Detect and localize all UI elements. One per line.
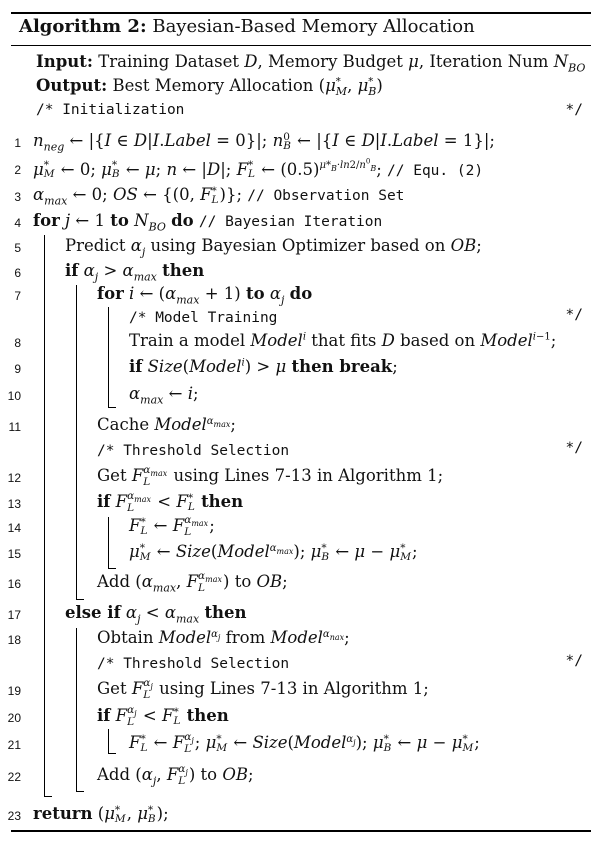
for-loop-foot — [44, 796, 52, 797]
line-number: 9 — [14, 362, 21, 376]
line-number: 7 — [14, 289, 21, 303]
algorithm-line — [7, 763, 591, 789]
line-text: $\alpha_{max}$ ← 0; OS ← {(0, F * L )}; // Observation Set — [33, 184, 405, 208]
line-text: Add ($\alpha_{max}$, F $\alpha_{max}$ L ) to OB; — [97, 570, 288, 595]
line-number: 8 — [14, 336, 21, 350]
algorithm-line — [11, 438, 591, 464]
algorithm-line — [11, 209, 591, 235]
line-number: 2 — [14, 163, 21, 177]
else-block-bar — [76, 628, 77, 791]
algorithm-line — [8, 413, 591, 439]
line-number: 13 — [7, 497, 21, 511]
line-number: 1 — [14, 136, 21, 150]
line-text: F * L ← F $\alpha_j$ L ; μ * M ← Size(Model$^{\alpha_j}$); μ * B ← μ − μ * M ; — [129, 731, 480, 756]
input-keyword: Input: — [36, 52, 93, 71]
algorithm-line — [7, 382, 591, 408]
line-number: 5 — [14, 241, 21, 255]
algorithm-line — [7, 626, 591, 652]
title-rule — [11, 45, 591, 46]
line-text: F * L ← F $\alpha_{max}$ L ; — [129, 514, 215, 539]
line-number: 10 — [7, 389, 21, 403]
input-line — [11, 50, 591, 76]
line-number: 17 — [7, 608, 21, 622]
line-number: 6 — [14, 266, 21, 280]
algorithm-line — [7, 464, 591, 490]
comment-close: */ — [565, 307, 583, 323]
else-block-foot — [76, 791, 84, 792]
line-number: 23 — [7, 809, 21, 823]
init-comment: /* Initialization — [36, 102, 185, 118]
output-keyword: Output: — [36, 76, 108, 95]
line-text: Predict $\alpha_j$ using Bayesian Optimizer based on OB; — [65, 236, 482, 259]
bottom-rule — [11, 830, 591, 832]
line-text: $\alpha_{max}$ ← i; — [129, 384, 199, 407]
if20-bar — [108, 729, 109, 753]
if-block-bar — [76, 285, 77, 599]
line-text: μ * M ← 0; μ * B ← μ; n ← |D|; F * L ← $(0.5)^{\mu*_B\cdot ln2/n^0_B}$; // Equ. (2) — [33, 158, 484, 181]
line-number: 4 — [14, 216, 21, 230]
line-text: μ * M ← Size(Model$^{\alpha_{max}}$); μ * B ← μ − μ * M ; — [129, 541, 418, 563]
algorithm-line — [11, 651, 591, 677]
line-text: Get F $\alpha_{max}$ L using Lines 7-13 in Algorithm 1; — [97, 464, 444, 489]
output-line — [11, 74, 591, 100]
algorithm-line — [7, 601, 591, 627]
line-text: Get F $\alpha_j$ L using Lines 7-13 in Algorithm 1; — [97, 677, 429, 702]
if20-foot — [108, 753, 116, 754]
inner-for-bar — [108, 307, 109, 407]
line-number: 14 — [7, 521, 21, 535]
line-number: 19 — [7, 684, 21, 698]
if-block-foot — [76, 599, 84, 600]
line-text: if Size(Model$^i$) > μ then break; — [129, 357, 398, 376]
algorithm-line — [7, 540, 591, 566]
line-text: $n_{neg}$ ← |{I ∈ D|I.Label = 0}|; n 0 B ← |{I ∈ D|I.Label = 1}|; — [33, 130, 495, 154]
algorithm-line — [7, 802, 591, 828]
algorithm-line — [11, 234, 591, 260]
algorithm-line — [7, 677, 591, 703]
algorithm-label: Algorithm 2: — [19, 16, 147, 37]
algorithm-title — [19, 16, 475, 37]
inner-for-foot — [108, 407, 116, 408]
init-comment-line — [11, 100, 591, 126]
algorithm-line — [11, 329, 591, 355]
algorithm-line — [7, 731, 591, 757]
line-number: 22 — [7, 770, 21, 784]
line-text: else if $\alpha_j < \alpha_{max}$ then — [65, 603, 247, 626]
line-text: if $\alpha_j > \alpha_{max}$ then — [65, 261, 205, 284]
line-text: for j ← 1 to $N_{BO}$ do // Bayesian Iteration — [33, 211, 383, 234]
algorithm-box — [7, 6, 591, 832]
line-text: Train a model Model$^i$ that fits D based on Model$^{i-1}$; — [129, 331, 557, 350]
line-number: 12 — [7, 471, 21, 485]
line-number: 21 — [7, 738, 21, 752]
line-number: 16 — [7, 577, 21, 591]
if13-foot — [108, 568, 116, 569]
line-text: /* Model Training — [129, 310, 278, 326]
line-text: /* Threshold Selection — [97, 656, 290, 672]
line-text: if F $\alpha_{max}$ L < F * L then — [97, 490, 244, 515]
output-text-render: Best Memory Allocation ($\mu^*_M$, $\mu^*_B$) — [112, 76, 383, 99]
line-text: Obtain Model$^{\alpha_j}$ from Model$^{\alpha_{nax}}$; — [97, 628, 350, 647]
algorithm-line — [11, 305, 591, 331]
if13-bar — [108, 517, 109, 568]
line-number: 18 — [7, 633, 21, 647]
line-number: 15 — [7, 547, 21, 561]
algorithm-name: Bayesian-Based Memory Allocation — [152, 16, 475, 37]
line-number: 20 — [7, 711, 21, 725]
algorithm-line — [11, 355, 591, 381]
algorithm-line — [11, 183, 591, 209]
line-number: 3 — [14, 190, 21, 204]
algorithm-line — [7, 490, 591, 516]
algorithm-line — [11, 156, 591, 182]
algorithm-line — [7, 570, 591, 596]
comment-close: */ — [565, 653, 583, 669]
line-text: Cache Model$^{\alpha_{max}}$; — [97, 415, 236, 434]
line-text: for i ← $(\alpha_{max} + 1)$ to $\alpha_j$ do — [97, 284, 313, 307]
line-text: return (μ * M , μ * B ); — [33, 803, 169, 825]
line-text: if F $\alpha_j$ L < F * L then — [97, 704, 229, 729]
algorithm-line — [7, 514, 591, 540]
algorithm-line — [11, 129, 591, 155]
top-rule — [11, 12, 591, 14]
comment-close: */ — [565, 440, 583, 456]
for-loop-bar — [44, 235, 45, 796]
input-text-render: Training Dataset D, Memory Budget μ, Iteration Num $N_{BO}$ — [98, 52, 586, 75]
comment-close: */ — [565, 102, 583, 118]
line-text: /* Threshold Selection — [97, 443, 290, 459]
line-text: Add ($\alpha_j$, F $\alpha_j$ L ) to OB; — [97, 763, 254, 788]
algorithm-line — [7, 704, 591, 730]
line-number: 11 — [8, 420, 21, 434]
